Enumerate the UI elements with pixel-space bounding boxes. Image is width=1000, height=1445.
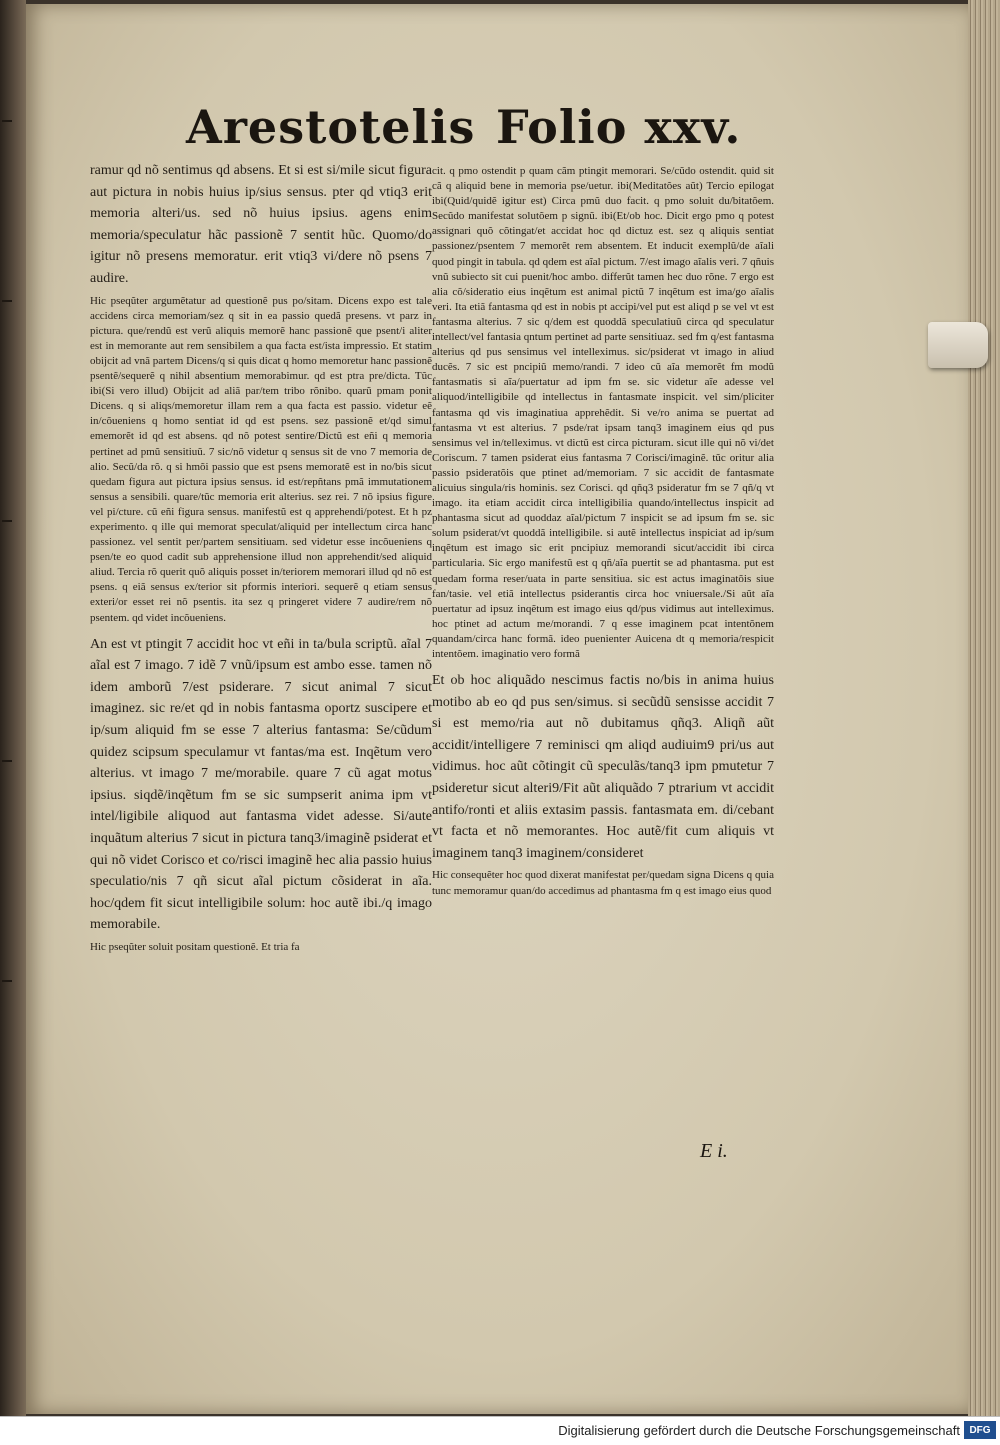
page-tab: [928, 322, 988, 368]
paragraph: Et ob hoc aliquãdo nescimus factis no/bis in anima huius motibo ab eo qd pus sen/simus. si secũdũ sensisse accidit 7 si est memo/ria aut nõ dubitamus qñq3. Aliqñ aũt accidit/intelligere 7 reminisci qm aliqd audiuim9 pri/us aut vidimus. hoc aũt cõtingit cũ speculãs/tanq3 ipm pmutetur 7 psideretur sicut alteri9/Fit aũt aliquãdo 7 ptrarium vt accidit antifo/ronti et aliis extasim passis. fantasmata em. di/cebant vt facta et nõ memorantes. Hoc autẽ/fit cum aliquis vt imaginem tanq3 imaginem/consideret: [432, 673, 774, 861]
paragraph: An est vt ptingit 7 accidit hoc vt eñi in ta/bula scriptũ. aĩal 7 aĩal est 7 imago. 7 idẽ 7 vnũ/ipsum est ambo esse. tamen nõ idem amborũ 7/est psiderare. 7 sicut animal 7 sicut imaginez. sic re/et qd in nobis fantasma oportz suscipere et ip/sum aliquid fm se esse 7 alterius fantasma: Se/cũdum quidez scipsum speculamur vt fantas/ma est. Inqẽtum vero alterius. vt imago 7 me/morabile. quare 7 cũ agat motus ipsius. siqdẽ/inqẽtum fm se sic sumpserit anima ipm vt intel/ligibile aliquod aut fantasma videt adesse. Si/aute inquãtum alterius 7 sicut in pictura tanq3/imaginẽ psiderat et qui nõ videt Corisco et co/risci imaginẽ hec alia passio huius speculatio/nis 7 qñ sicut aĩal pictum cõsiderat in aĩa. hoc/qdem fit sicut intelligibile solum: hoc autẽ ibi./q imago memorabile.: [90, 636, 432, 933]
running-head-right: Folio xxv.: [496, 100, 742, 154]
digitization-footer: [0, 1416, 1000, 1445]
edge-mark: [2, 120, 12, 122]
edge-mark: [2, 520, 12, 522]
footer-text: Digitalisierung gefördert durch die Deutsche Forschungsgemeinschaft: [558, 1423, 960, 1438]
page-fore-edge: [968, 0, 1000, 1416]
left-text-column: [90, 160, 432, 955]
paragraph: Hic pseqũter soluit positam questionẽ. Et tria fa: [90, 940, 300, 953]
dfg-logo: DFG: [964, 1421, 996, 1439]
edge-mark: [2, 300, 12, 302]
edge-mark: [2, 980, 12, 982]
right-text-column: [432, 160, 774, 899]
left-page-edge: [0, 0, 26, 1416]
signature-mark: E i.: [700, 1140, 728, 1162]
running-head-left: Arestotelis: [186, 100, 476, 154]
edge-mark: [2, 760, 12, 762]
paragraph: Hic consequẽter hoc quod dixerat manifestat per/quedam signa Dicens q quia tunc memoramur quan/do accedimus ad phantasma fm q est imago eius quod: [432, 869, 774, 897]
paragraph: Hic pseqũter argumẽtatur ad questionẽ pus po/sitam. Dicens expo est tale accidens circa memoriam/sez q sit in ea passio quedã presens. vt parz in pictura. que/rendũ est verũ aliquis memorẽ hanc passionẽ que psent/i aliter est in memorante aut rem sensibilem a qua facta est/ista impressio. Et statim obijcit ad vnã partem Dicens/q si quis dicat q homo memoretur hanc passionẽ psentẽ/sequerẽ q nihil absentium memorabimur. qd est ptra pre/dicta. Tũc ibi(Si vero illud) Obijcit ad aliã par/tem tribo rõnibo. quarũ pmam ponit Dicens. q si aliqs/memoretur illam rem a qua facta est passio. videtur eẽ in/cõueniens q homo sentiat id qd est psens. sez passionẽ et/qd simul ememorẽt id qd est absens. qd nõ potest sentire/Dictũ est eñi q memoria pertinet ad pmũ sensitiuũ. 7 sic/nõ videtur q sensus sit de vno 7 memoria de alio. Secũ/da rõ. q si hmõi passio que est psens memoratẽ est in no/bis sicut quedam figura aut pictura ipsius sensus. id est/repñtans pmã immutationem sensus a sensibili. quare/tũc memoria erit alterius. sez rei. 7 nõ ipsius figure vel pi/cture. cũ eñi figura sensus. manifestũ est q apprehendi/potest. Et h pz experimento. q ille qui memorat speculat/aliquid per intellectum circa hanc passionez. vel sentit per/partem sensitiuam. sed videtur esse incõueniens q psen/te eo quod cadit sub apprehensione illud non apprehendit/sed aliquid aliud. Tercia rõ querit quõ aliquis posset in/teriorem memorari illud qd nõ est psens. q eiã sensus ex/terior sit pformis interiori. sequerẽ q etiam sensus exteri/or esset rei nõ psentis. ita sez q pringeret videre 7 audire/rem nõ psentem. qd videt incõueniens.: [90, 294, 432, 624]
paragraph: cit. q pmo ostendit p quam cãm ptingit memorari. Se/cũdo ostendit. quid sit cã q aliquid bene in memoria pse/uetur. ibi(Meditatões aũt) Tercio epilogat ibi(Quid/quidẽ igitur est) Circa pmũ duo facit. q pmo soluit du/bitatõem. Secũdo manifestat solutõem p signũ. ibi(Et/ob hoc. Dicit ergo pmo q potest assignari quõ cõtingat/et accidat hoc qd dictuz est. sez q aliquis sentiat passionez/psentem 7 memorẽt rem absentem. Et inducit exemplũ/de aĩali quod pingit in tabula. qd qdem est aĩal pictum. 7/est imago aĩalis veri. 7 qñuis vnũ subiecto sit cui puenit/hoc ambo. differũt tamen hec duo rõne. 7 ergo est alia cõ/sideratio eius inqẽtum est animal pictũ 7 inqẽtum est ima/go aĩalis veri. Ita etiã fantasma qd est in nobis pt accipi/vel put est aliqd p se vel vt est fantasma alterius. 7 sic q/dem est quoddã speculatiuũ circa qd speculatur intellect/vel fantasia qntum pertinet ad parte sensitiuaz. sed fm q/est fantasma alterius qd pus sensimus vel intelleximus. sic/psiderat vt imago in aliud ducẽs. 7 sic est pncipiũ memo/randi. 7 ideo cũ aĩa memorẽt fm modũ fantasmatis si aĩa/puertatur ad ipm fm se. sic videtur aĩe adesse vel aliquod/intelligibile qd intellectus in fantasmate inspicit. vel sim/pliciter fantasma qd vis imaginatiua apprehẽdit. Si ve/ro anima se puertat ad fantasma vt est alterius. 7 psde/rat ipsam tanq3 imaginem eius qd pus sensimus vel in/telleximus. vt dictũ est circa picturam. sicut ille qui nõ vi/det Coriscum. 7 tamen psiderat eius fantasma 7 Corisci/imaginẽ. tũc oritur alia passio psideratõis que ptinet ad/memoriam. 7 sic accidit de fantasmate alicuius singula/ris hominis. sez Corisci. qd qñq3 psideratur fm se 7 qñ/q vt imago. ita etiam accidit circa intelligibilia quando/intellectus inspicit ad phantasma sicut ad quoddaz aĩal/pictum 7 inspicit se ad ipsum fm se. sic solum psiderat/vt quoddã intelligibile. si autẽ intellectus inspiciat ad ip/sum inqẽtum est imago sic erit pncipiuz memorandi sicut/accidit ibi circa particularia. Sic ergo manifestũ est q qñ/aĩa puertit se ad phantasma. put est quedam forma reser/uata in parte sensitiua. sic est actus imaginatõis siue fan/tasie. vel etiã intellectus psiderantis circa hoc vniuersale./Si aũt aĩa puertatur ad ipsuz inqẽtum est imago eius qd/pus vidimus aut intelleximus. hoc ptinet ad actum me/morandi. 7 q esse imaginem pcat intentõnem quandam/circa hanc formã. ideo puenienter Auicena dt q memoria/respicit intentõem. imaginatio vero formã: [432, 165, 774, 660]
paragraph: ramur qd nõ sentimus qd absens. Et si est si/mile sicut figura aut pictura in nobis huius ip/sius sensus. pter qd vtiq3 erit memoria alteri/us. sed nõ huius ipsius. agens enim memoria/speculatur hãc passionẽ 7 sentit hũc. Quomo/do igitur nõ presens memoratur. erit vtiq3 vi/dere nõ psens 7 audire.: [90, 163, 432, 286]
